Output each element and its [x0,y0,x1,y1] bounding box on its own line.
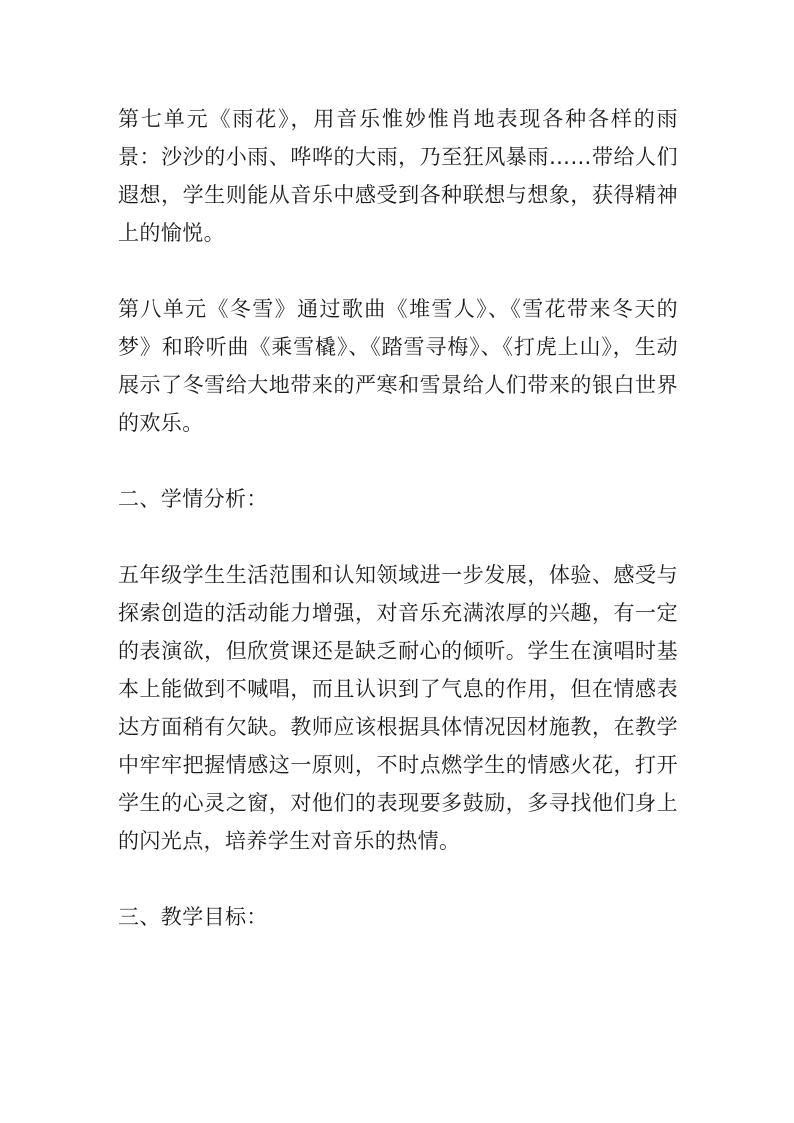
paragraph-unit-seven: 第七单元《雨花》，用音乐惟妙惟肖地表现各种各样的雨景：沙沙的小雨、哗哗的大雨，乃至狂风暴雨……带给人们遐想，学生则能从音乐中感受到各种联想与想象，获得精神上的愉悦。 [118,107,678,245]
document-body [118,100,678,974]
paragraph-learning-analysis: 五年级学生生活范围和认知领域进一步发展，体验、感受与探索创造的活动能力增强，对音乐充满浓厚的兴趣，有一定的表演欲，但欣赏课还是缺乏耐心的倾听。学生在演唱时基本上能做到不喊唱，而且认识到了气息的作用，但在情感表达方面稍有欠缺。教师应该根据具体情况因材施教，在教学中牢牢把握情感这一原则，不时点燃学生的情感火花，打开学生的心灵之窗，对他们的表现要多鼓励，多寻找他们身上的闪光点，培养学生对音乐的热情。 [118,563,678,853]
paragraph-unit-eight: 第八单元《冬雪》通过歌曲《堆雪人》、《雪花带来冬天的梦》和聆听曲《乘雪橇》、《踏雪寻梅》、《打虎上山》，生动展示了冬雪给大地带来的严寒和雪景给人们带来的银白世界的欢乐。 [118,297,678,435]
section-heading-learning-analysis: 二、学情分析： [118,487,268,511]
section-heading-teaching-goals: 三、教学目标： [118,905,268,929]
